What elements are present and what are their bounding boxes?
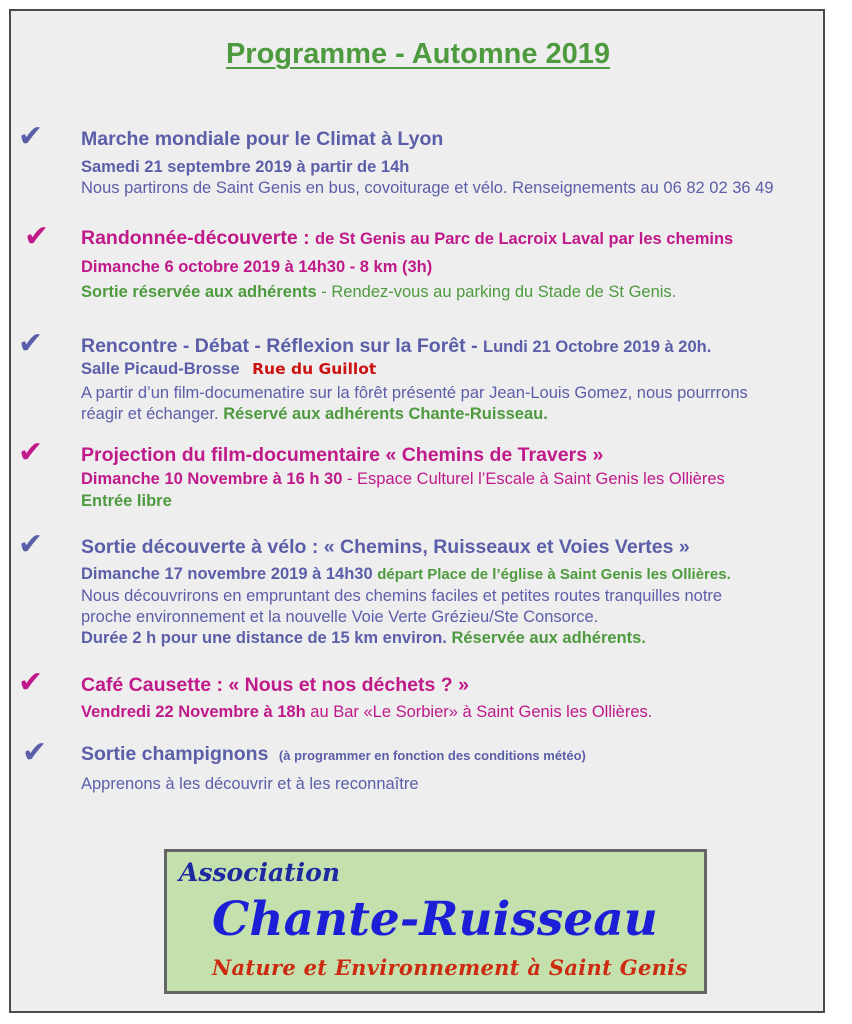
event-6-heading: Café Causette : « Nous et nos déchets ? » bbox=[81, 674, 469, 696]
event-3-heading-line bbox=[81, 335, 711, 358]
event-5-detail-1: Nous découvrirons en empruntant des chemins faciles et petites routes tranquilles notre bbox=[81, 587, 723, 605]
event-3-detail-1: A partir d’un film-documenatire sur la fôrêt présenté par Jean-Louis Gomez, nous pourrrons bbox=[81, 384, 748, 402]
event-4-date-line bbox=[81, 470, 725, 489]
event-5-note: Réservée aux adhérents. bbox=[451, 629, 646, 647]
event-3-place-line bbox=[81, 360, 376, 379]
event-7-heading: Sortie champignons bbox=[81, 743, 269, 765]
event-7-heading-line bbox=[81, 743, 586, 766]
check-mark-icon: ✔ bbox=[22, 735, 48, 770]
event-1-heading: Marche mondiale pour le Climat à Lyon bbox=[81, 128, 444, 150]
event-3-detail-2: réagir et échanger. bbox=[81, 405, 224, 423]
event-3-place: Salle Picaud-Brosse bbox=[81, 360, 240, 378]
check-mark-icon: ✔ bbox=[24, 219, 50, 254]
event-2-detail-line bbox=[81, 283, 676, 302]
event-6-date-line bbox=[81, 703, 652, 722]
event-1-detail: Nous partirons de Saint Genis en bus, covoiturage et vélo. Renseignements au 06 82 02 36 49 bbox=[81, 179, 774, 197]
event-2-detail: - Rendez-vous au parking du Stade de St Genis. bbox=[316, 283, 677, 301]
event-2-heading-line bbox=[81, 227, 733, 250]
event-5-duration: Durée 2 h pour une distance de 15 km environ. bbox=[81, 629, 452, 647]
event-5-heading: Sortie découverte à vélo : « Chemins, Ruisseaux et Voies Vertes » bbox=[81, 536, 690, 558]
event-3-street: Rue du Guillot bbox=[252, 360, 377, 378]
event-2-date: Dimanche 6 octobre 2019 à 14h30 - 8 km (3h) bbox=[81, 258, 433, 276]
check-mark-icon: ✔ bbox=[18, 527, 44, 562]
event-2-heading-rest: de St Genis au Parc de Lacroix Laval par les chemins bbox=[315, 230, 734, 248]
association-name: Chante-Ruisseau bbox=[212, 892, 658, 947]
event-4-date: Dimanche 10 Novembre à 16 h 30 bbox=[81, 470, 343, 488]
check-mark-icon: ✔ bbox=[18, 665, 44, 700]
event-2-heading: Randonnée-découverte : bbox=[81, 227, 316, 249]
event-6-date: Vendredi 22 Novembre à 18h bbox=[81, 703, 306, 721]
event-4-detail: - Espace Culturel l’Escale à Saint Genis les Ollières bbox=[342, 470, 725, 488]
event-3-note: Réservé aux adhérents Chante-Ruisseau. bbox=[223, 405, 548, 423]
event-3-detail-line-2 bbox=[81, 405, 548, 424]
event-4-heading: Projection du film-documentaire « Chemins de Travers » bbox=[81, 444, 604, 466]
page-title: Programme - Automne 2019 bbox=[225, 38, 611, 70]
check-mark-icon: ✔ bbox=[18, 326, 44, 361]
event-7-heading-note: (à programmer en fonction des conditions météo) bbox=[278, 748, 586, 763]
event-3-date: Lundi 21 Octobre 2019 à 20h. bbox=[482, 338, 712, 356]
association-label: Association bbox=[179, 858, 341, 887]
association-box bbox=[164, 849, 707, 994]
event-4-note: Entrée libre bbox=[81, 492, 172, 510]
event-5-date: Dimanche 17 novembre 2019 à 14h30 bbox=[81, 565, 378, 583]
check-mark-icon: ✔ bbox=[18, 435, 44, 470]
event-7-detail: Apprenons à les découvrir et à les reconnaître bbox=[81, 775, 419, 793]
event-5-detail-2: proche environnement et la nouvelle Voie Verte Grézieu/Ste Consorce. bbox=[81, 608, 599, 626]
event-5-meeting: départ Place de l’église à Saint Genis les Ollières. bbox=[377, 566, 731, 583]
event-5-date-line bbox=[81, 565, 731, 584]
event-5-duration-line bbox=[81, 629, 646, 648]
event-2-note: Sortie réservée aux adhérents bbox=[81, 283, 317, 301]
association-tagline: Nature et Environnement à Saint Genis bbox=[212, 955, 688, 980]
event-1-date: Samedi 21 septembre 2019 à partir de 14h bbox=[81, 158, 410, 176]
check-mark-icon: ✔ bbox=[18, 119, 44, 154]
event-3-heading: Rencontre - Débat - Réflexion sur la Forêt - bbox=[81, 335, 483, 357]
event-6-detail: au Bar «Le Sorbier» à Saint Genis les Ollières. bbox=[305, 703, 653, 721]
